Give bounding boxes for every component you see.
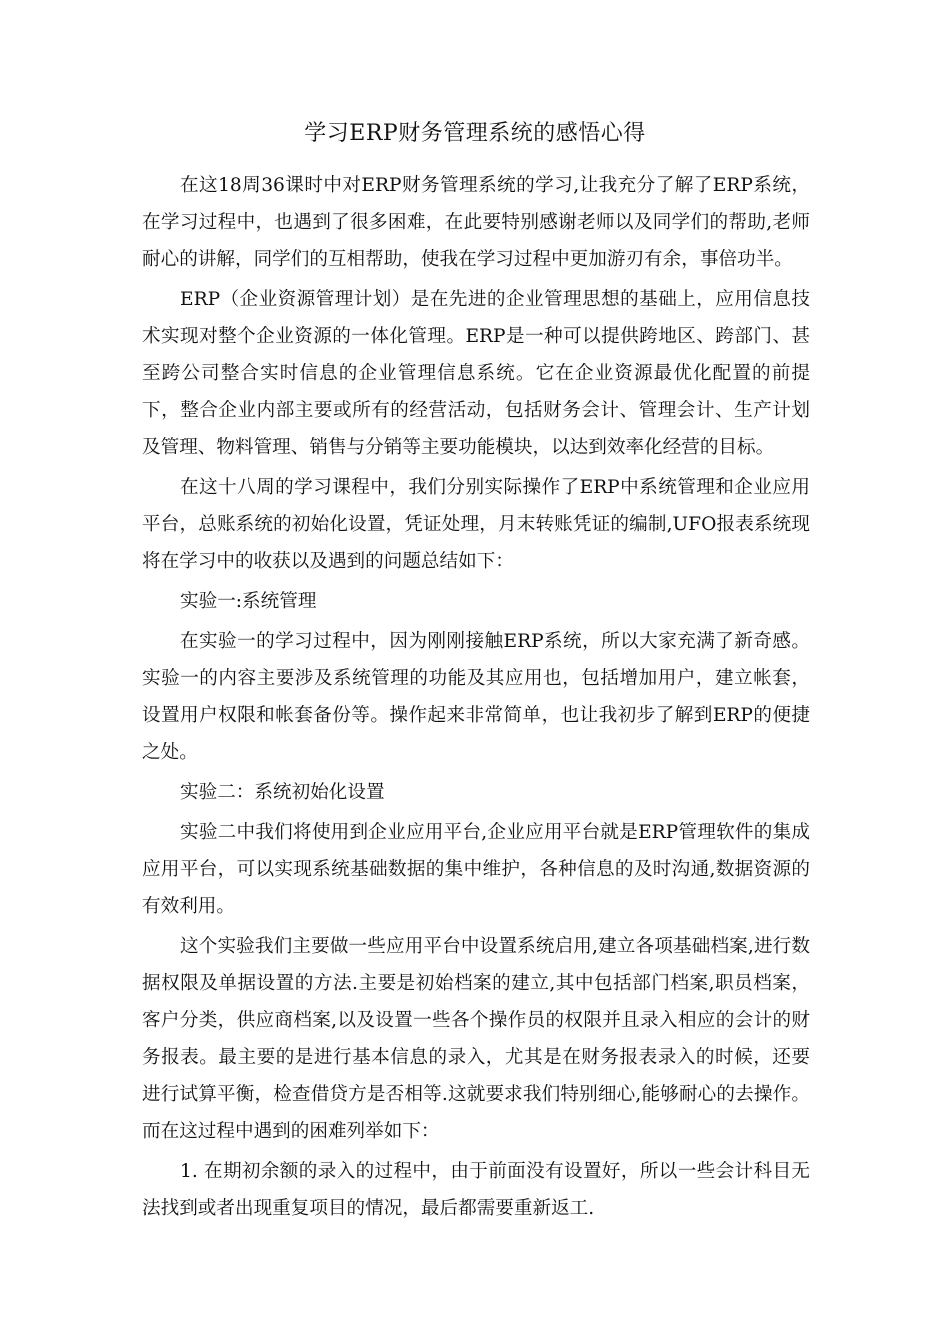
list-item-difficulty-1: 1. 在期初余额的录入的过程中，由于前面没有设置好，所以一些会计科目无法找到或者出现重复项目的情况，最后都需要重新返工. — [142, 1161, 810, 1219]
document-body — [142, 167, 810, 1227]
paragraph-experiment-2-platform: 实验二中我们将使用到企业应用平台,企业应用平台就是ERP管理软件的集成应用平台，可以实现系统基础数据的集中维护，各种信息的及时沟通,数据资源的有效利用。 — [142, 822, 810, 917]
paragraph-experiment-2-details: 这个实验我们主要做一些应用平台中设置系统启用,建立各项基础档案,进行数据权限及单据设置的方法.主要是初始档案的建立,其中包括部门档案,职员档案，客户分类，供应商档案,以及设置一些各个操作员的权限并且录入相应的会计的财务报表。最主要的是进行基本信息的录入，尤其是在财务报表录入的时候，还要进行试算平衡，检查借贷方是否相等.这就要求我们特别细心,能够耐心的去操作。而在这过程中遇到的困难列举如下： — [142, 936, 810, 1142]
paragraph-course-summary: 在这十八周的学习课程中，我们分别实际操作了ERP中系统管理和企业应用平台，总账系统的初始化设置，凭证处理，月末转账凭证的编制,UFO报表系统现将在学习中的收获以及遇到的问题总结如下： — [142, 477, 810, 572]
document-title: 学习ERP财务管理系统的感悟心得 — [304, 121, 646, 146]
section-heading-experiment-1: 实验一:系统管理 — [180, 591, 317, 612]
paragraph-experiment-1: 在实验一的学习过程中，因为刚刚接触ERP系统，所以大家充满了新奇感。实验一的内容主要涉及系统管理的功能及其应用也，包括增加用户，建立帐套，设置用户权限和帐套备份等。操作起来非常简单，也让我初步了解到ERP的便捷之处。 — [142, 631, 810, 763]
paragraph-erp-definition: ERP（企业资源管理计划）是在先进的企业管理思想的基础上，应用信息技术实现对整个企业资源的一体化管理。ERP是一种可以提供跨地区、跨部门、甚至跨公司整合实时信息的企业管理信息系统。它在企业资源最优化配置的前提下，整合企业内部主要或所有的经营活动，包括财务会计、管理会计、生产计划及管理、物料管理、销售与分销等主要功能模块，以达到效率化经营的目标。 — [142, 289, 810, 458]
section-heading-experiment-2: 实验二：系统初始化设置 — [180, 782, 385, 803]
paragraph-intro: 在这18周36课时中对ERP财务管理系统的学习,让我充分了解了ERP系统，在学习过程中，也遇到了很多困难，在此要特别感谢老师以及同学们的帮助,老师耐心的讲解，同学们的互相帮助，使我在学习过程中更加游刃有余，事倍功半。 — [142, 175, 810, 270]
